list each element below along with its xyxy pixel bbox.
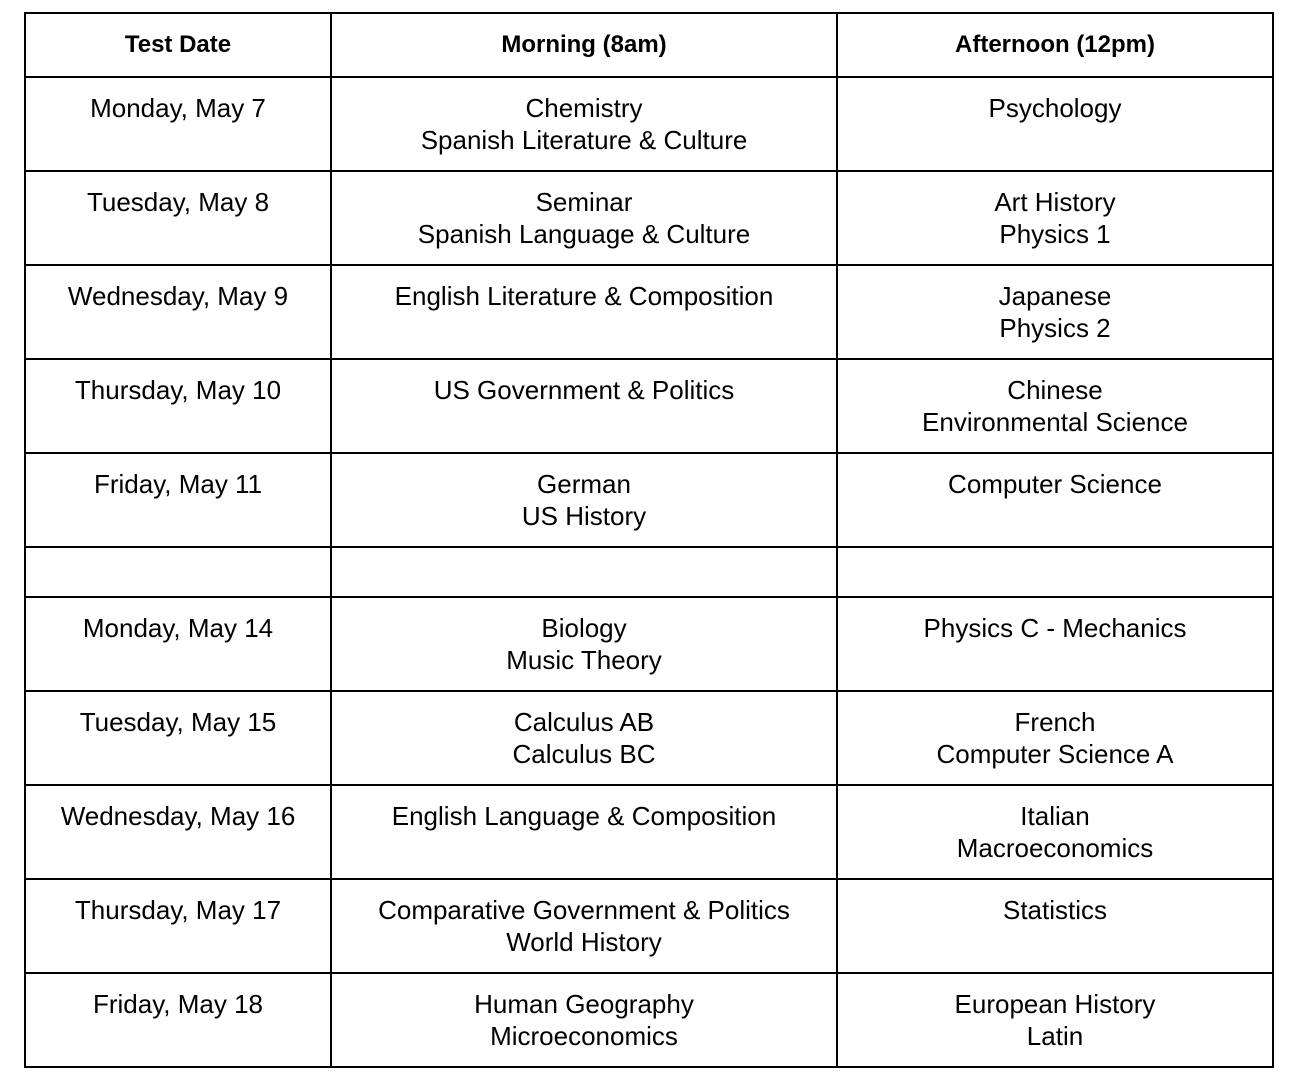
morning-exam-name: Comparative Government & Politics <box>378 895 790 925</box>
afternoon-exam-name: Computer Science <box>948 469 1162 499</box>
table-row <box>25 77 1273 171</box>
morning-exams-cell <box>331 77 837 171</box>
morning-exams-cell <box>331 691 837 785</box>
morning-exam-name: World History <box>506 927 662 957</box>
header-row <box>25 13 1273 77</box>
morning-exam-name: English Literature & Composition <box>394 281 774 311</box>
table-row <box>25 785 1273 879</box>
morning-exam-name: US Government & Politics <box>433 375 735 405</box>
morning-exams-cell <box>331 547 837 597</box>
test-date-cell: Monday, May 14 <box>25 597 331 691</box>
table-row <box>25 879 1273 973</box>
afternoon-exams-cell <box>837 453 1273 547</box>
afternoon-exam-name: Statistics <box>1002 895 1108 925</box>
morning-exam-name: Biology <box>541 613 627 643</box>
test-date-cell: Tuesday, May 15 <box>25 691 331 785</box>
test-date-cell: Wednesday, May 16 <box>25 785 331 879</box>
afternoon-exams-cell <box>837 597 1273 691</box>
table-row <box>25 597 1273 691</box>
afternoon-exam-name: Psychology <box>988 93 1122 123</box>
afternoon-exam-name: Computer Science A <box>936 739 1174 769</box>
morning-exam-name: Seminar <box>535 187 633 217</box>
afternoon-exam-name: European History <box>954 989 1156 1019</box>
afternoon-exams-cell <box>837 547 1273 597</box>
afternoon-exam-name: Japanese <box>998 281 1112 311</box>
morning-exams-cell <box>331 785 837 879</box>
morning-exams-cell <box>331 453 837 547</box>
table-row <box>25 453 1273 547</box>
afternoon-exams-cell <box>837 77 1273 171</box>
exam-schedule-table <box>24 12 1274 1068</box>
test-date-cell: Thursday, May 17 <box>25 879 331 973</box>
table-row <box>25 171 1273 265</box>
afternoon-exam-name: Physics 2 <box>999 313 1111 343</box>
morning-exam-name: Spanish Language & Culture <box>417 219 751 249</box>
morning-exam-name: Chemistry <box>525 93 643 123</box>
morning-exam-name: English Language & Composition <box>391 801 777 831</box>
table-row <box>25 359 1273 453</box>
afternoon-exams-cell <box>837 879 1273 973</box>
morning-exam-name: US History <box>521 501 647 531</box>
afternoon-exam-name: Physics 1 <box>999 219 1111 249</box>
afternoon-exam-name: Art History <box>994 187 1116 217</box>
morning-exam-name: Microeconomics <box>490 1021 678 1051</box>
table-header <box>25 13 1273 77</box>
test-date-cell: Tuesday, May 8 <box>25 171 331 265</box>
afternoon-exam-name: Latin <box>1026 1021 1084 1051</box>
header-afternoon: Afternoon (12pm) <box>837 13 1273 77</box>
table-row <box>25 973 1273 1067</box>
table-row <box>25 691 1273 785</box>
table-row <box>25 265 1273 359</box>
afternoon-exam-name: Environmental Science <box>922 407 1188 437</box>
afternoon-exam-name: Physics C - Mechanics <box>923 613 1187 643</box>
test-date-cell: Thursday, May 10 <box>25 359 331 453</box>
header-test-date: Test Date <box>25 13 331 77</box>
morning-exam-name: German <box>537 469 631 499</box>
morning-exam-name: Music Theory <box>506 645 662 675</box>
afternoon-exams-cell <box>837 785 1273 879</box>
test-date-cell <box>25 547 331 597</box>
morning-exams-cell <box>331 973 837 1067</box>
morning-exam-name: Calculus AB <box>513 707 655 737</box>
header-morning: Morning (8am) <box>331 13 837 77</box>
morning-exams-cell <box>331 171 837 265</box>
afternoon-exam-name: French <box>1014 707 1096 737</box>
test-date-cell: Friday, May 18 <box>25 973 331 1067</box>
morning-exam-name: Calculus BC <box>512 739 656 769</box>
morning-exam-name: Human Geography <box>474 989 694 1019</box>
test-date-cell: Monday, May 7 <box>25 77 331 171</box>
morning-exams-cell <box>331 597 837 691</box>
afternoon-exams-cell <box>837 359 1273 453</box>
afternoon-exam-name: Italian <box>1020 801 1090 831</box>
afternoon-exams-cell <box>837 171 1273 265</box>
morning-exams-cell <box>331 265 837 359</box>
afternoon-exams-cell <box>837 973 1273 1067</box>
afternoon-exam-name: Macroeconomics <box>956 833 1154 863</box>
spacer-row <box>25 547 1273 597</box>
test-date-cell: Friday, May 11 <box>25 453 331 547</box>
morning-exams-cell <box>331 879 837 973</box>
morning-exam-name: Spanish Literature & Culture <box>420 125 748 155</box>
afternoon-exam-name: Chinese <box>1007 375 1103 405</box>
table-body <box>25 77 1273 1067</box>
afternoon-exams-cell <box>837 265 1273 359</box>
test-date-cell: Wednesday, May 9 <box>25 265 331 359</box>
afternoon-exams-cell <box>837 691 1273 785</box>
morning-exams-cell <box>331 359 837 453</box>
